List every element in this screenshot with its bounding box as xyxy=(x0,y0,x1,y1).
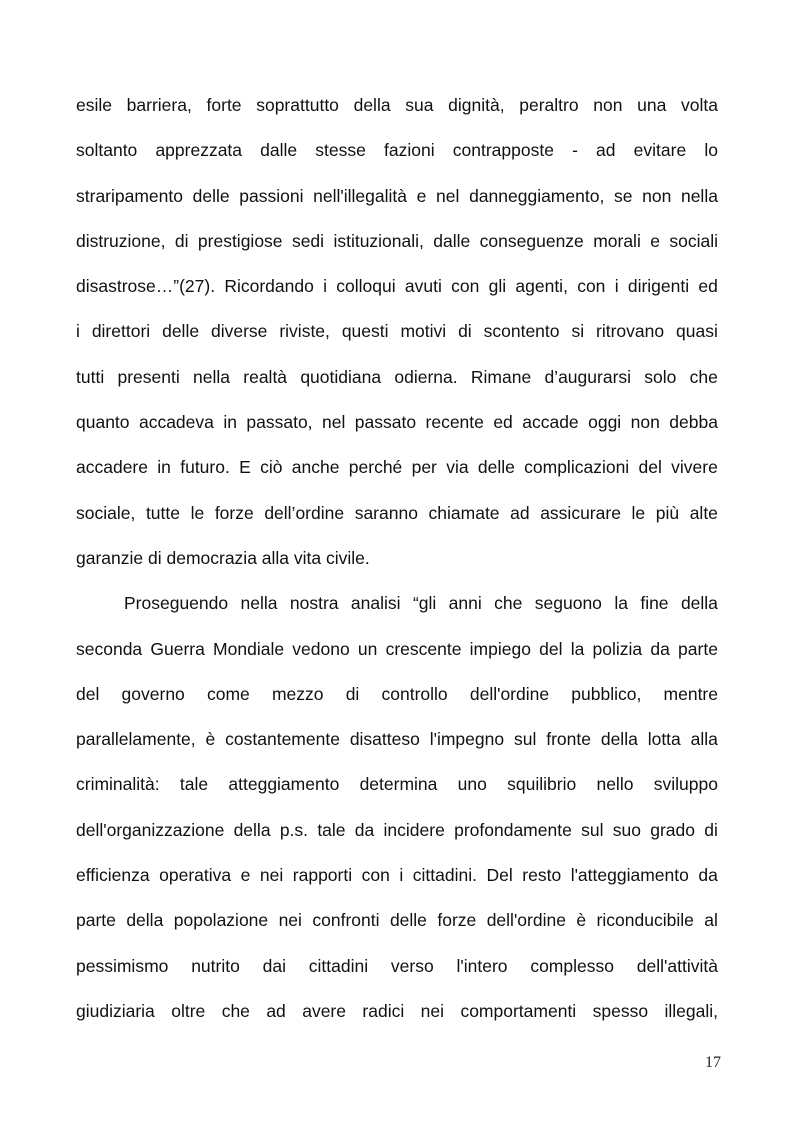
word: contrapposte xyxy=(452,140,554,161)
word: danneggiamento, xyxy=(469,185,605,206)
word: mezzo xyxy=(271,683,324,704)
word: pubblico, xyxy=(571,683,642,704)
word: ed xyxy=(493,412,513,433)
word: cittadini. xyxy=(412,865,477,886)
word: diverse xyxy=(211,321,268,342)
word: Mondiale xyxy=(213,638,285,659)
text-line xyxy=(76,90,718,135)
text-line xyxy=(76,724,718,769)
word: colloqui xyxy=(336,276,396,297)
word: del xyxy=(638,457,662,478)
word: uno xyxy=(457,774,487,795)
word: nella xyxy=(240,593,278,614)
word: riconducibile xyxy=(596,910,694,931)
word: pessimismo xyxy=(76,955,169,976)
word: oggi xyxy=(588,412,622,433)
word: morali xyxy=(593,230,641,251)
word: suo xyxy=(612,819,641,840)
text-line xyxy=(76,407,718,452)
text-line xyxy=(76,271,718,316)
word: nell'illegalità xyxy=(313,185,407,206)
word: delle xyxy=(477,457,515,478)
word: come xyxy=(206,683,250,704)
word: rapporti xyxy=(292,865,353,886)
word: illegali, xyxy=(664,1000,718,1021)
word: di xyxy=(174,230,189,251)
word: la xyxy=(570,638,585,659)
word: avere xyxy=(302,1000,346,1021)
word: confronti xyxy=(312,910,380,931)
word: di xyxy=(704,819,718,840)
word: straripamento xyxy=(76,185,183,206)
word: sua xyxy=(405,95,434,115)
word: con xyxy=(577,276,606,297)
word: sul xyxy=(581,819,604,840)
line-text: garanzie di democrazia alla vita civile. xyxy=(76,547,370,568)
word: ritrovano xyxy=(596,321,665,342)
word: della xyxy=(233,819,271,840)
word: riviste, xyxy=(279,321,330,342)
body-text xyxy=(76,90,718,1041)
text-line xyxy=(76,181,718,226)
word: dell'ordine xyxy=(486,910,566,931)
word: l'intero xyxy=(456,955,508,976)
word: direttori xyxy=(91,321,151,342)
word: resto xyxy=(522,865,562,886)
text-line xyxy=(76,815,718,860)
word: squilibrio xyxy=(507,774,577,795)
word: efficienza xyxy=(76,865,150,886)
word: nei xyxy=(420,1000,445,1021)
word: incidere xyxy=(383,819,445,840)
text-line xyxy=(76,860,718,905)
word: cittadini xyxy=(308,955,369,976)
word: dell'ordine xyxy=(469,683,550,704)
word: volta xyxy=(681,95,718,115)
word: parte xyxy=(678,638,718,659)
word: vedono xyxy=(292,638,350,659)
word: i xyxy=(323,276,327,297)
word: assicurare xyxy=(540,502,621,523)
word: in xyxy=(223,412,237,433)
word: crescente xyxy=(385,638,462,659)
word: gli xyxy=(488,276,507,297)
word: forte xyxy=(206,95,242,115)
word: conseguenze xyxy=(479,230,584,251)
word: peraltro xyxy=(519,95,579,115)
word: passioni xyxy=(239,185,304,206)
word: ad xyxy=(510,502,530,523)
word: è xyxy=(576,910,587,931)
word: parallelamente, xyxy=(76,729,196,750)
word: quasi xyxy=(676,321,718,342)
word: con xyxy=(451,276,480,297)
word: determina xyxy=(359,774,438,795)
word: più xyxy=(655,502,680,523)
word: nella xyxy=(680,185,718,206)
word: presenti xyxy=(117,366,180,387)
word: scontento xyxy=(483,321,560,342)
word: prestigiose xyxy=(197,230,283,251)
word: i xyxy=(614,276,619,297)
word: nel xyxy=(321,412,346,433)
word: da xyxy=(354,819,375,840)
text-line xyxy=(76,316,718,361)
word: che xyxy=(221,1000,250,1021)
text-line xyxy=(76,951,718,996)
text-line xyxy=(76,634,718,679)
text-line xyxy=(76,226,718,271)
word: polizia xyxy=(592,638,643,659)
word: da xyxy=(698,865,718,886)
text-line xyxy=(76,362,718,407)
word: questi xyxy=(341,321,389,342)
page-number: 17 xyxy=(705,1054,721,1071)
word: stesse xyxy=(315,140,366,161)
word: parte xyxy=(76,910,116,931)
word: i xyxy=(76,321,80,342)
word: dai xyxy=(262,955,286,976)
word: in xyxy=(157,457,171,478)
word: alte xyxy=(689,502,718,523)
word: di xyxy=(345,683,360,704)
word: un xyxy=(357,638,378,659)
word: sul xyxy=(513,729,537,750)
word: disastrose…”(27). xyxy=(76,276,216,297)
word: complesso xyxy=(530,955,614,976)
word: al xyxy=(704,910,718,931)
text-line xyxy=(76,498,718,543)
word: perché xyxy=(348,457,403,478)
word: istituzionali, xyxy=(333,230,424,251)
word: tutti xyxy=(76,366,105,387)
word: delle xyxy=(162,321,200,342)
word: della xyxy=(680,593,718,614)
word: nella xyxy=(193,366,230,387)
word: con xyxy=(361,865,390,886)
word: lo xyxy=(704,140,718,161)
word: criminalità: xyxy=(76,774,160,795)
word: futuro. xyxy=(180,457,230,478)
word: sedi xyxy=(291,230,325,251)
word: “gli xyxy=(412,593,437,614)
word: chiamate xyxy=(428,502,500,523)
word: p.s. xyxy=(279,819,309,840)
word: una xyxy=(637,95,667,115)
word: i xyxy=(399,865,404,886)
word: che xyxy=(689,366,718,387)
word: controllo xyxy=(381,683,448,704)
word: non xyxy=(630,412,660,433)
word: recente xyxy=(425,412,484,433)
word: alla xyxy=(690,729,718,750)
word: nostra xyxy=(289,593,339,614)
word: e xyxy=(650,230,660,251)
word: delle xyxy=(192,185,230,206)
word: Proseguendo xyxy=(124,593,229,614)
word: agenti, xyxy=(515,276,568,297)
word: Del xyxy=(486,865,513,886)
text-line xyxy=(76,135,718,180)
word: se xyxy=(613,185,633,206)
word: nei xyxy=(259,865,284,886)
word: realtà xyxy=(243,366,288,387)
word: verso xyxy=(390,955,434,976)
word: ad xyxy=(596,140,616,161)
word: non xyxy=(642,185,672,206)
word: accadeva xyxy=(138,412,214,433)
word: seconda xyxy=(76,638,143,659)
text-line xyxy=(76,679,718,724)
word: odierna. xyxy=(394,366,458,387)
word: operativa xyxy=(159,865,232,886)
word: dell'attività xyxy=(636,955,718,976)
word: distruzione, xyxy=(76,230,166,251)
word: dirigenti xyxy=(627,276,690,297)
word: le xyxy=(190,502,205,523)
word: lotta xyxy=(647,729,681,750)
word: ad xyxy=(266,1000,286,1021)
word: debba xyxy=(669,412,718,433)
word: dignità, xyxy=(448,95,505,115)
word: e xyxy=(416,185,427,206)
word: motivi xyxy=(400,321,447,342)
word: da xyxy=(650,638,670,659)
word: nello xyxy=(596,774,634,795)
word: via xyxy=(446,457,469,478)
word: radici xyxy=(362,1000,405,1021)
word: delle xyxy=(389,910,427,931)
word: le xyxy=(631,502,646,523)
word: grado xyxy=(650,819,695,840)
word: complicazioni xyxy=(524,457,630,478)
word: dell’ordine xyxy=(264,502,345,523)
word: sociali xyxy=(669,230,718,251)
word: soltanto xyxy=(76,140,138,161)
word: del xyxy=(76,683,100,704)
word: nel xyxy=(436,185,460,206)
word: di xyxy=(458,321,472,342)
word: è xyxy=(205,729,216,750)
word: atteggiamento xyxy=(228,774,340,795)
word: si xyxy=(571,321,585,342)
word: dell'organizzazione xyxy=(76,819,225,840)
word: della xyxy=(600,729,638,750)
word: anche xyxy=(291,457,340,478)
word: - xyxy=(572,140,578,161)
word: della xyxy=(126,910,164,931)
word: ed xyxy=(698,276,718,297)
word: della xyxy=(353,95,391,115)
text-line xyxy=(76,769,718,814)
word: del xyxy=(539,638,563,659)
word: analisi xyxy=(350,593,401,614)
word: quanto xyxy=(76,412,130,433)
word: mentre xyxy=(663,683,718,704)
word: l'impegno xyxy=(429,729,505,750)
word: quotidiana xyxy=(300,366,382,387)
word: sociale, xyxy=(76,502,136,523)
word: dalle xyxy=(260,140,298,161)
word: per xyxy=(411,457,437,478)
word: tale xyxy=(317,819,346,840)
word: anni xyxy=(448,593,482,614)
word: forze xyxy=(214,502,254,523)
word: tutte xyxy=(145,502,180,523)
word: E xyxy=(239,457,251,478)
word: dalle xyxy=(433,230,471,251)
word: esile xyxy=(76,95,112,115)
word: e xyxy=(240,865,251,886)
word: non xyxy=(593,95,623,115)
word: disatteso xyxy=(349,729,420,750)
word: ciò xyxy=(260,457,283,478)
word: l'atteggiamento xyxy=(570,865,689,886)
word: nei xyxy=(278,910,302,931)
word: nutrito xyxy=(191,955,240,976)
word: che xyxy=(494,593,523,614)
word: soprattutto xyxy=(256,95,339,115)
word: vivere xyxy=(671,457,718,478)
word: comportamenti xyxy=(460,1000,577,1021)
word: costantemente xyxy=(225,729,340,750)
word: barriera, xyxy=(126,95,192,115)
word: oltre xyxy=(171,1000,206,1021)
word: apprezzata xyxy=(155,140,243,161)
word: seguono xyxy=(534,593,602,614)
word: sviluppo xyxy=(653,774,718,795)
word: d’augurarsi xyxy=(544,366,632,387)
text-line xyxy=(76,588,718,633)
word: fazioni xyxy=(384,140,435,161)
word: profondamente xyxy=(454,819,572,840)
word: la xyxy=(614,593,628,614)
word: Rimane xyxy=(470,366,532,387)
word: accade xyxy=(522,412,579,433)
word: forze xyxy=(437,910,477,931)
word: tale xyxy=(179,774,209,795)
word: spesso xyxy=(592,1000,649,1021)
word: Guerra xyxy=(150,638,205,659)
word: popolazione xyxy=(173,910,269,931)
word: evitare xyxy=(633,140,687,161)
text-line xyxy=(76,996,718,1041)
word: passato, xyxy=(246,412,313,433)
word: passato xyxy=(354,412,417,433)
text-line xyxy=(76,905,718,950)
word: fine xyxy=(640,593,669,614)
word: accadere xyxy=(76,457,148,478)
word: saranno xyxy=(354,502,418,523)
word: avuti xyxy=(404,276,442,297)
text-line xyxy=(76,543,718,588)
word: fronte xyxy=(546,729,591,750)
text-line xyxy=(76,452,718,497)
word: governo xyxy=(121,683,185,704)
word: giudiziaria xyxy=(76,1000,155,1021)
word: solo xyxy=(644,366,677,387)
word: Ricordando xyxy=(224,276,314,297)
word: impiego xyxy=(469,638,531,659)
